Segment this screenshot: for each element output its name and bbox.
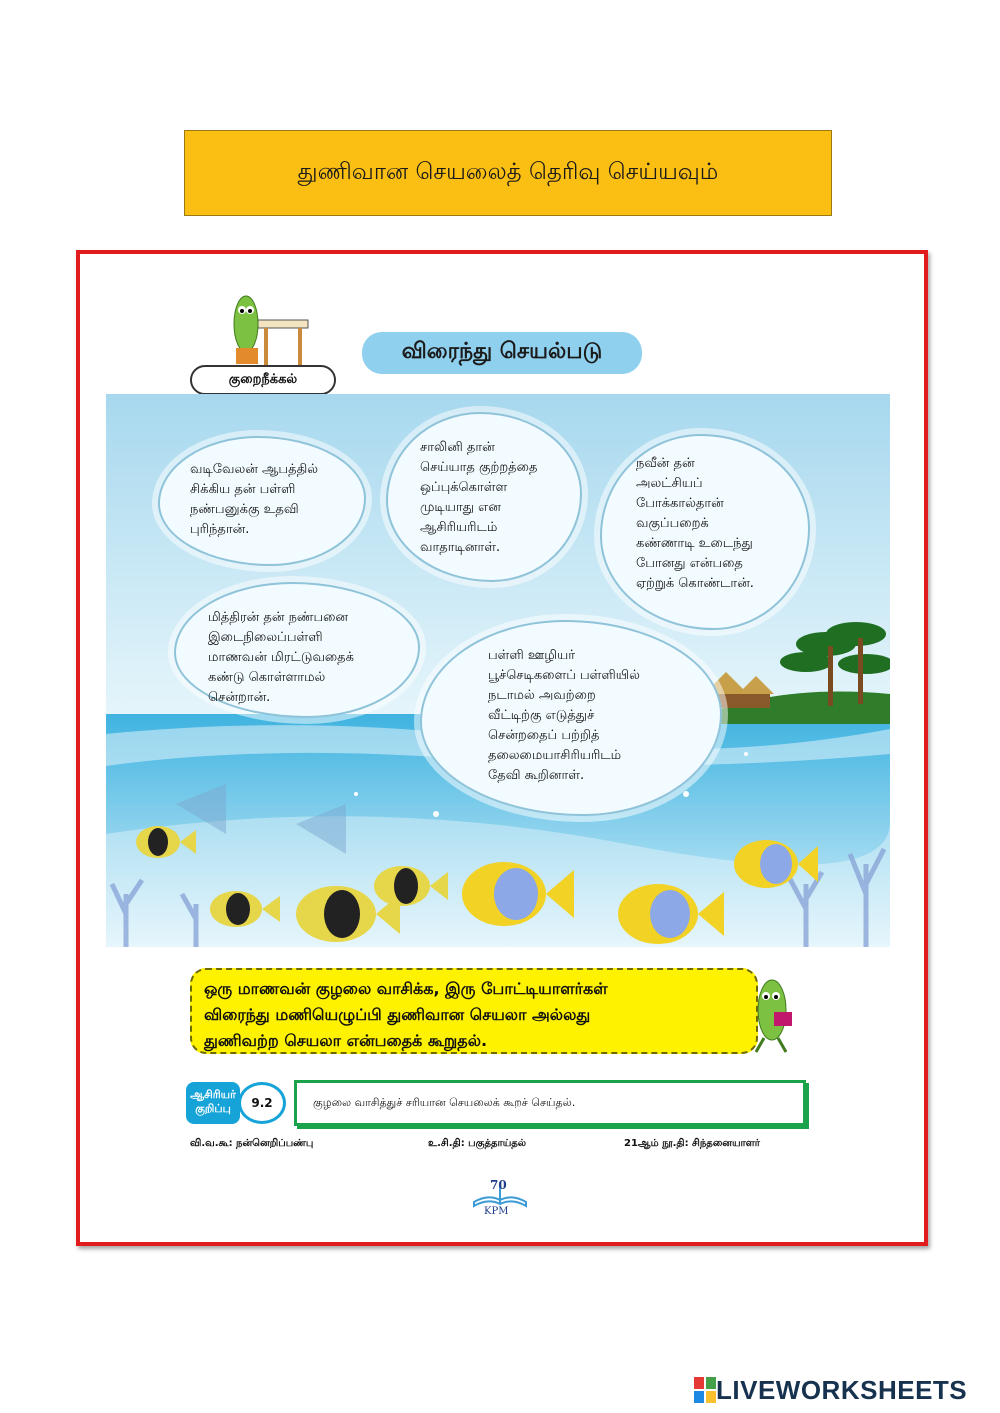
ocean-scene bbox=[106, 394, 890, 947]
section-tag: குறைநீக்கல் bbox=[190, 365, 336, 395]
speech-bubble: நவீன் தன் அலட்சியப் போக்கால்தான் வகுப்பறைக் கண்ணாடி உடைந்து போனது என்பதை ஏற்றுக் கொண்டான். bbox=[600, 434, 810, 630]
activity-instruction: ஒரு மாணவன் குழலை வாசிக்க, இரு போட்டியாளர்கள் விரைந்து மணியெழுப்பி துணிவான செயலா அல்லது துணிவற்ற செயலா என்பதைக் கூறுதல். bbox=[190, 968, 758, 1054]
mascot-reading-icon bbox=[218, 290, 318, 370]
footer-21st-century: 21ஆம் நூ.தி: சிந்தனையாளர் bbox=[624, 1138, 761, 1149]
footer-values: வி.வ.கூ: நன்னெறிப்பண்பு bbox=[190, 1138, 314, 1149]
speech-bubble: பள்ளி ஊழியர் பூச்செடிகளைப் பள்ளியில் நடாமல் அவற்றை வீட்டிற்கு எடுத்துச் சென்றதைப் பற்றித் தலைமையாசிரியரிடம் தேவி கூறினாள். bbox=[420, 620, 722, 816]
mascot-walking-icon bbox=[744, 972, 800, 1056]
section-heading: விரைந்து செயல்படு bbox=[362, 332, 642, 374]
page-number-badge bbox=[470, 1176, 530, 1222]
liveworksheets-logo-icon bbox=[694, 1377, 716, 1403]
learning-standard-code: 9.2 bbox=[238, 1082, 286, 1124]
speech-bubble: சாலினி தான் செய்யாத குற்றத்தை ஒப்புக்கொள்ள முடியாது என ஆசிரியரிடம் வாதாடினாள். bbox=[386, 412, 582, 582]
teacher-note-label: ஆசிரியர் குறிப்பு bbox=[186, 1082, 240, 1124]
speech-bubble: வடிவேலன் ஆபத்தில் சிக்கிய தன் பள்ளி நண்பனுக்கு உதவி புரிந்தான். bbox=[158, 436, 366, 566]
footer-skill: உ.சி.தி: பகுத்தாய்தல் bbox=[428, 1138, 527, 1149]
publisher-label: KPM bbox=[484, 1206, 509, 1217]
liveworksheets-logo[interactable] bbox=[694, 1375, 967, 1405]
brand-name: LIVEWORKSHEETS bbox=[716, 1374, 968, 1405]
speech-bubble: மித்திரன் தன் நண்பனை இடைநிலைப்பள்ளி மாணவன் மிரட்டுவதைக் கண்டு கொள்ளாமல் சென்றான். bbox=[174, 582, 420, 718]
page-number: 70 bbox=[490, 1178, 507, 1192]
worksheet-title: துணிவான செயலைத் தெரிவு செய்யவும் bbox=[184, 130, 832, 216]
teacher-note-text: குழலை வாசித்துச் சரியான செயலைக் கூறச் செய்தல். bbox=[294, 1080, 806, 1126]
